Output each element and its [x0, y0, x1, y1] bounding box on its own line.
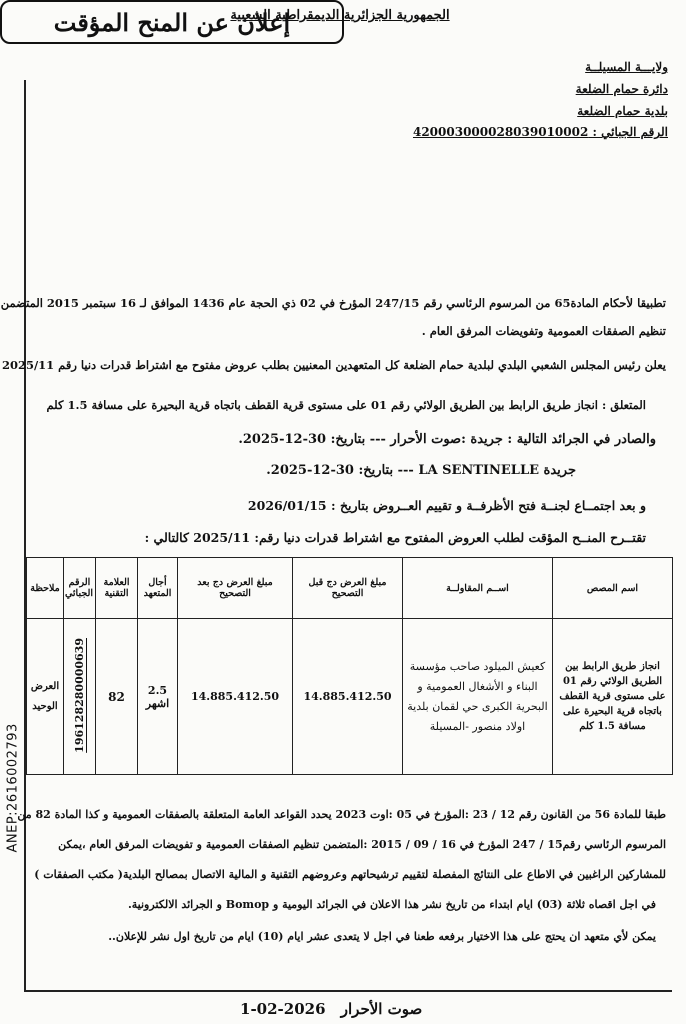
- cell-lot: انجاز طريق الرابط بين الطريق الولائي رقم 01 على مستوى قرية القطف باتجاه قرية البحيرة على مسافة 1.5 كلم: [553, 619, 673, 775]
- republic-header: الجمهورية الجزائرية الديمقراطية الشعبية: [230, 8, 450, 23]
- cell-company: كعيش الميلود صاحب مؤسسة البناء و الأشغال العمومية و البحرية الكبرى حي لقمان بلدية اولاد منصور -المسيلة: [403, 619, 553, 775]
- tax-id-vertical: 196128280000639: [73, 637, 86, 753]
- table-row: [27, 619, 673, 775]
- header-amount-after: مبلغ العرض دج بعد التصحيح: [178, 558, 293, 619]
- closing-line-3: للمشاركين الراغبين في الاطاع على النتائج المفصلة لتقييم ترشيحاتهم وعروضهم التقنية و المالية الاتصال بمصالح البلدية( مكتب الصفقات ): [34, 868, 666, 881]
- cell-amount-before: 14.885.412.50: [293, 619, 403, 775]
- footer-paper: صوت الأحرار: [340, 1000, 423, 1018]
- offers-table: [26, 557, 673, 775]
- paragraph-project: المتعلق : انجاز طريق الرابط بين الطريق الولائي رقم 01 على مستوى قرية القطف باتجاه قرية البحيرة على مسافة 1.5 كلم: [46, 398, 646, 412]
- closing-line-2: المرسوم الرئاسي رقم15 / 247 المؤرخ في 16 / 09 / 2015 :المتضمن تنظيم الصفقات العمومية و تفويضات المرفق العام ،يمكن: [58, 838, 666, 851]
- paragraph-publication-2: جريدة LA SENTINELLE --- بتاريخ: 30-12-2025.: [266, 463, 576, 478]
- footer: [240, 1000, 422, 1018]
- paragraph-committee: و بعد اجتمــاع لجنــة فتح الأظرفــة و تقييم العــروض بتاريخ : 2026/01/15: [247, 498, 646, 513]
- tax-id-value: 420003000028039010002: [412, 125, 589, 139]
- daira-line: دائرة حمام الضلعة: [575, 82, 668, 96]
- tax-id-line: [413, 125, 668, 139]
- closing-line-1: طبقا للمادة 56 من القانون رقم 12 / 23 :المؤرخ في 05 :اوت 2023 يحدد القواعد العامة المتعلقة بالصفقات العمومية و كذا المادة 82 من: [17, 808, 666, 821]
- frame-bottom-border: [24, 990, 672, 992]
- header-company: اســم المقاولــة: [403, 558, 553, 619]
- paragraph-legal-basis-1: تطبيقا لأحكام المادة65 من المرسوم الرئاسي رقم 247/15 المؤرخ في 02 ذي الحجة عام 1436 الموافق لـ 16 سبتمبر 2015 المتضمن: [0, 296, 666, 310]
- closing-line-4: في اجل اقصاه ثلاثة (03) ايام ابتداء من تاريخ نشر هذا الاعلان في الجرائد اليومية و Bomop و الجرائد الالكترونية.: [127, 898, 656, 911]
- cell-technical-score: 82: [96, 619, 138, 775]
- paragraph-publication-1: والصادر في الجرائد التالية : جريدة :صوت الأحرار --- بتاريخ: 30-12-2025.: [238, 432, 656, 447]
- paragraph-proposal: تقتــرح المنــح المؤقت لطلب العروض المفتوح مع اشتراط قدرات دنيا رقم: 2025/11 كالتالي :: [144, 530, 646, 545]
- frame-left-border: [24, 80, 26, 990]
- paragraph-legal-basis-2: تنظيم الصفقات العمومية وتفويضات المرفق العام .: [421, 324, 666, 338]
- cell-tax-id: [64, 619, 96, 775]
- cell-note: العرض الوحيد: [27, 619, 64, 775]
- wilaya-line: ولايـــة المسيلــة: [585, 60, 668, 74]
- cell-duration: 2.5 اشهر: [138, 619, 178, 775]
- closing-line-5: يمكن لأي متعهد ان يحتج على هذا الاختيار برفعه طعنا في اجل لا يتعدى عشر ايام (10) ايام من تاريخ اول نشر للإعلان..: [108, 930, 656, 943]
- anep-side-label: ANEP:2616002793: [5, 723, 21, 853]
- cell-amount-after: 14.885.412.50: [178, 619, 293, 775]
- header-tax-id: الرقم الجبائي: [64, 558, 96, 619]
- table-header-row: [27, 558, 673, 619]
- commune-line: بلدية حمام الضلعة: [577, 104, 668, 118]
- announcement-title: إعلان عن المنح المؤقت: [53, 7, 291, 37]
- header-technical-score: العلامة التقنية: [96, 558, 138, 619]
- header-note: ملاحظة: [27, 558, 64, 619]
- paragraph-announcement: يعلن رئيس المجلس الشعبي البلدي لبلدية حمام الضلعة كل المتعهدين المعنيين بطلب عروض مفتوح مع اشتراط قدرات دنيا رقم 2025/11: [1, 358, 666, 372]
- footer-date: 2026-02-1: [240, 1000, 326, 1018]
- tax-id-label: الرقم الجبائي :: [592, 125, 668, 139]
- header-duration: أجال المتعهد: [138, 558, 178, 619]
- header-amount-before: مبلغ العرض دج قبل التصحيح: [293, 558, 403, 619]
- header-lot: اسم المصص: [553, 558, 673, 619]
